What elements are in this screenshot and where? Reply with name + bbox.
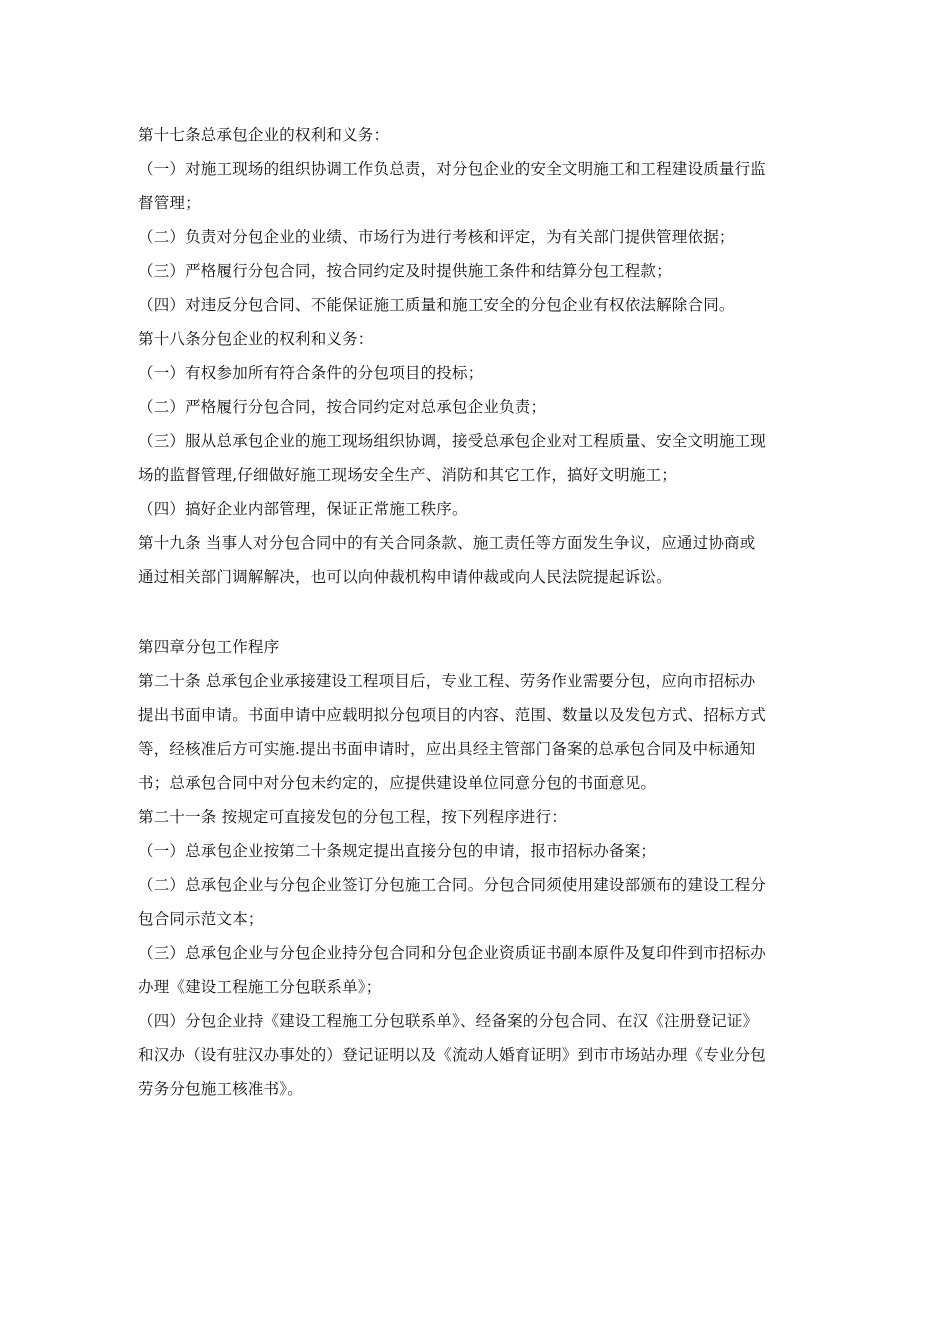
article-17-line-3: （二）负责对分包企业的业绩、市场行为进行考核和评定，为有关部门提供管理依据； bbox=[138, 228, 735, 246]
article-21-line-5: 办理《建设工程施工分包联系单》； bbox=[138, 978, 382, 996]
article-21-line-7: 和汉办（设有驻汉办事处的）登记证明以及《流动人婚育证明》到市市场站办理《专业分包 bbox=[138, 1046, 767, 1064]
article-21-heading: 第二十一条 按规定可直接发包的分包工程，按下列程序进行： bbox=[138, 808, 568, 826]
article-17-line-5: （四）对违反分包合同、不能保证施工质量和施工安全的分包企业有权依法解除合同。 bbox=[138, 296, 735, 314]
article-19-line-2: 通过相关部门调解解决，也可以向仲裁机构申请仲裁或向人民法院提起诉讼。 bbox=[138, 568, 672, 586]
article-18-line-4: 场的监督管理,仔细做好施工现场安全生产、消防和其它工作，搞好文明施工； bbox=[138, 466, 677, 484]
article-20-line-3: 等，经核准后方可实施.提出书面申请时，应出具经主管部门备案的总承包合同及中标通知 bbox=[138, 740, 756, 758]
chapter-4-heading: 第四章分包工作程序 bbox=[138, 638, 280, 656]
article-21-line-3: 包合同示范文本； bbox=[138, 910, 264, 928]
article-21-line-8: 劳务分包施工核准书》。 bbox=[138, 1080, 303, 1098]
article-17-line-2: 督管理； bbox=[138, 194, 201, 212]
article-19-line-1: 第十九条 当事人对分包合同中的有关合同条款、施工责任等方面发生争议，应通过协商或 bbox=[138, 534, 756, 552]
article-21-line-1: （一）总承包企业按第二十条规定提出直接分包的申请，报市招标办备案； bbox=[138, 842, 657, 860]
article-20-line-4: 书；总承包合同中对分包未约定的，应提供建设单位同意分包的书面意见。 bbox=[138, 774, 657, 792]
article-18-line-3: （三）服从总承包企业的施工现场组织协调，接受总承包企业对工程质量、安全文明施工现 bbox=[138, 432, 767, 450]
article-18-heading: 第十八条分包企业的权利和义务： bbox=[138, 330, 374, 348]
article-18-line-5: （四）搞好企业内部管理，保证正常施工秩序。 bbox=[138, 500, 468, 518]
article-18-line-1: （一）有权参加所有符合条件的分包项目的投标； bbox=[138, 364, 484, 382]
article-21-line-6: （四）分包企业持《建设工程施工分包联系单》、经备案的分包合同、在汉《注册登记证》 bbox=[138, 1012, 759, 1030]
section-gap bbox=[138, 594, 828, 630]
article-20-line-1: 第二十条 总承包企业承接建设工程项目后，专业工程、劳务作业需要分包，应向市招标办 bbox=[138, 672, 756, 690]
article-21-line-4: （三）总承包企业与分包企业持分包合同和分包企业资质证书副本原件及复印件到市招标办 bbox=[138, 944, 767, 962]
article-17-heading: 第十七条总承包企业的权利和义务： bbox=[138, 126, 390, 144]
document-page bbox=[138, 118, 828, 1106]
article-18-line-2: （二）严格履行分包合同，按合同约定对总承包企业负责； bbox=[138, 398, 547, 416]
article-20-line-2: 提出书面申请。书面申请中应载明拟分包项目的内容、范围、数量以及发包方式、招标方式 bbox=[138, 706, 767, 724]
article-17-line-1: （一）对施工现场的组织协调工作负总责，对分包企业的安全文明施工和工程建设质量行监 bbox=[138, 160, 767, 178]
article-21-line-2: （二）总承包企业与分包企业签订分包施工合同。分包合同须使用建设部颁布的建设工程分 bbox=[138, 876, 767, 894]
article-17-line-4: （三）严格履行分包合同，按合同约定及时提供施工条件和结算分包工程款； bbox=[138, 262, 672, 280]
